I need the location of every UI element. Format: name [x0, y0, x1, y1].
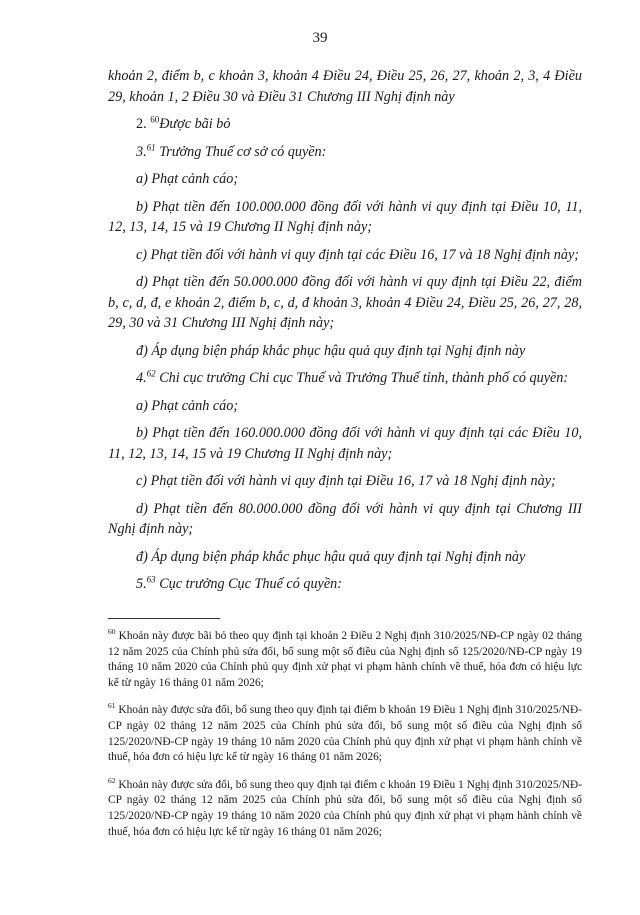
paragraph: đ) Áp dụng biện pháp khắc phục hậu quả quy định tại Nghị định này	[136, 342, 526, 359]
paragraph: d) Phạt tiền đến 50.000.000 đồng đối với hành vi quy định tại Điều 22, điểm b, c, d, đ, e khoản 2, điểm b, c, d, đ khoản 3, khoản 4 Điều 24, Điều 25, 26, 27, 28, 29, 30 và 31 Chương III Nghị định này;	[108, 274, 582, 331]
footnote-ref[interactable]: 60	[150, 114, 160, 125]
paragraph: 4.62 Chi cục trưởng Chi cục Thuế và Trưởng Thuế tỉnh, thành phố có quyền:	[136, 368, 569, 386]
footnote: $^{62}$ Khoản này được sửa đổi, bổ sung theo quy định tại điểm c khoản 19 Điều 1 Nghị định 310/2025/NĐ-CP ngày 02 tháng 12 năm 2025 của Chính phủ sửa đổi, bổ sung một số điều của Nghị định số 125/2020/NĐ-CP ngày 19 tháng 10 năm 2020 của Chính phủ quy định xử phạt vi phạm hành chính về thuế, hóa đơn có hiệu lực kể từ ngày 16 tháng 01 năm 2026;	[108, 775, 582, 838]
paragraph: c) Phạt tiền đối với hành vi quy định tại các Điều 16, 17 và 18 Nghị định này;	[136, 246, 579, 263]
footnote-ref[interactable]: 62	[146, 368, 156, 379]
footnote-number: 62	[108, 775, 116, 785]
footnote-number: 61	[108, 701, 116, 711]
paragraph: khoản 2, điểm b, c khoản 3, khoản 4 Điều 24, Điều 25, 26, 27, khoản 2, 3, 4 Điều 29, khoản 1, 2 Điều 30 và Điều 31 Chương III Nghị định này	[108, 68, 582, 105]
page-number: 39	[312, 30, 328, 46]
paragraph: d) Phạt tiền đến 80.000.000 đồng đối với hành vi quy định tại Chương III Nghị định này;	[108, 500, 582, 537]
paragraph: b) Phạt tiền đến 100.000.000 đồng đối với hành vi quy định tại Điều 10, 11, 12, 13, 14, 15 và 19 Chương II Nghị định này;	[108, 198, 582, 235]
footnote-divider	[108, 618, 220, 619]
footnote-ref[interactable]: 61	[146, 141, 156, 152]
paragraph: a) Phạt cảnh cáo;	[136, 397, 239, 414]
footnote: $^{61}$ Khoản này được sửa đổi, bổ sung theo quy định tại điểm b khoản 19 Điều 1 Nghị định 310/2025/NĐ-CP ngày 02 tháng 12 năm 2025 của Chính phủ sửa đổi, bổ sung một số điều của Nghị định số 125/2020/NĐ-CP ngày 19 tháng 10 năm 2020 của Chính phủ quy định xử phạt vi phạm hành chính về thuế, hóa đơn có hiệu lực kể từ ngày 16 tháng 01 năm 2026;	[108, 701, 582, 764]
footnote: $^{60}$ Khoản này được bãi bỏ theo quy định tại khoản 2 Điều 2 Nghị định 310/2025/NĐ-CP ngày 02 tháng 12 năm 2025 của Chính phủ sửa đổi, bổ sung một số điều của Nghị định số 125/2020/NĐ-CP ngày 19 tháng 10 năm 2020 của Chính phủ quy định xử phạt vi phạm hành chính về thuế, hóa đơn có hiệu lực kể từ ngày 16 tháng 01 năm 2026;	[108, 627, 582, 689]
footnotes	[108, 629, 582, 852]
body-text	[108, 66, 582, 602]
paragraph: đ) Áp dụng biện pháp khắc phục hậu quả quy định tại Nghị định này	[136, 548, 526, 565]
paragraph: b) Phạt tiền đến 160.000.000 đồng đối với hành vi quy định tại các Điều 10, 11, 12, 13, 14, 15 và 19 Chương II Nghị định này;	[108, 425, 582, 462]
paragraph: 5.63 Cục trưởng Cục Thuế có quyền:	[136, 574, 342, 592]
paragraph: 2. $^{60}$Được bãi bỏ	[136, 114, 231, 132]
paragraph: 3.61 Trưởng Thuế cơ sở có quyền:	[136, 141, 327, 160]
paragraph: a) Phạt cảnh cáo;	[136, 171, 239, 187]
footnote-number: 60	[108, 627, 116, 637]
paragraph: c) Phạt tiền đối với hành vi quy định tại Điều 16, 17 và 18 Nghị định này;	[136, 473, 556, 489]
footnote-ref[interactable]: 63	[146, 574, 156, 585]
